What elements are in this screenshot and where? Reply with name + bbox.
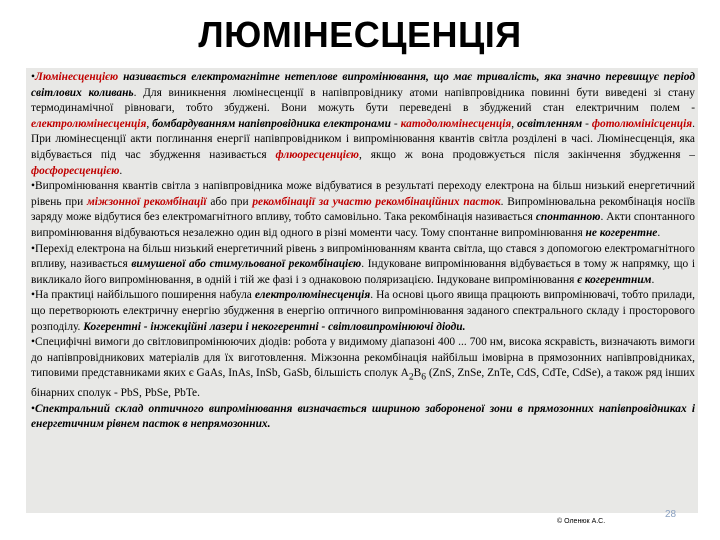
text: . [651,273,655,286]
term-electroluminescence: електролюмінесценція [31,117,147,130]
paragraph-spectral [31,402,695,433]
text: . Акти спонтанного випромінювання відбуваються незалежно один від одного в різні моменти часу. Тому спонтанне випромінювання [31,211,696,239]
subscript: 2 [408,372,414,383]
text: Перехід електрона на більш низький енергетичний рівень з випромінюванням кванта світла, що стався з допомогою електромагнітного впливу, називається [31,242,695,271]
term-coherent: є когерентним [577,273,652,286]
spectral-statement: Спектральний склад оптичного випромінювання визначається шириною забороненої зони в прямозонних напівпровідниках і енергетичним рівнем пасток в непрямозонних. [31,402,695,431]
term-incoherent: не когерентне [585,226,658,239]
paragraph-led-requirements [31,335,695,402]
emphasis: бомбардуванням напівпровідника електронами [152,117,391,130]
text: . [119,164,123,177]
text: (ZnS, ZnSe, ZnTe, CdS, CdTe, CdSe), а також ряд інших бінарних сполук - PbS, PbSe, PbTe. [31,367,696,400]
text: B [413,367,422,380]
text: - [390,117,401,130]
term-photoluminescence: фотолюмінісценція [591,117,693,130]
text: - [582,117,592,130]
subscript: 6 [421,372,426,383]
paragraph-stimulated [31,242,695,289]
paragraph-luminescence-definition [31,70,695,179]
copyright: © Оленюк А.С. [557,518,606,525]
term-electroluminescence: електролюмінесценція [254,289,371,302]
text: Випромінювання квантів світла з напівпровідника може відбуватися в результаті переходу електрона на більш низький енергетичний рівень при [31,180,695,208]
text: . [657,226,661,239]
text: , [146,117,153,130]
paragraph-recombination [31,179,695,241]
bullet: • [31,336,35,349]
definition-text: називається електромагнітне нетеплове випромінювання, що має тривалість, яка значно перевищує період світлових коливань [31,71,695,99]
bullet: • [31,402,35,415]
term-fluorescence: флюоресценцією [275,148,359,161]
text: . На основі цього явища працюють випромінювачі, тобто прилади, що перетворюють електричну енергію збудження в енергію оптичного випромінювання заданого спектрального складу і просторового розподілу. [31,289,695,333]
emphasis-lasers-diodes: Когерентні - інжекційні лазери і некогерентні - світловипромінюючі діоди. [83,320,466,333]
text: . Індуковане випромінювання відбувається в тому ж напрямку, що і викликало його випромінювання, в одній і тій же фазі і з однаковою поляризацією. Індуковане випромінювання [31,258,696,286]
bullet: • [31,71,35,83]
text: На практиці найбільшого поширення набула [35,289,255,302]
text: . Для виникнення люмінесценції в напівпровіднику атоми напівпровідника повинні бути виведені зі стану термодинамічної рівноваги, тобто збуджені. Вони можуть бути переведені в збуджений стан електричним полем - [31,86,695,115]
term-interband-recombination: міжзонної рекомбінації [86,195,207,208]
text: . Випромінювальна рекомбінація носіїв заряду може відбутися без електромагнітного впливу, тобто самовільно. Така рекомбінація називається [31,195,696,224]
emphasis: освітленням [517,117,583,130]
content-body [31,70,695,433]
bullet: • [31,180,35,193]
text: , якщо ж вона продовжується після закінчення збудження – [359,148,695,161]
page-number: 28 [665,509,677,520]
term-trap-recombination: рекомбінації за участю рекомбінаційних пасток [252,195,501,208]
term-cathodoluminescence: катодолюмінесценція [400,117,512,130]
term-phosphorescence: фосфоресценцією [31,164,120,177]
text: Специфічні вимоги до світловипромінюючих діодів: робота у видимому діапазоні 400 ... 700 нм, висока яскравість, визначають вимоги до напівпровідникових матеріалів для їх виготовлення. Міжзонна рекомбінація найбільш імовірна в прямозонних напівпровідниках, типовими представниками яких є GaAs, InAs, InSb, GaSb, більшість сполук A [31,336,695,380]
text: , [511,117,518,130]
term-stimulated-recombination: вимушеної або стимульованої рекомбінацією [131,258,362,271]
term-spontaneous: спонтанною [535,211,601,224]
text: . При люмінесценції акти поглинання енергії напівпровідником і випромінювання квантів світла розділені в часі. Люмінесценція, яка відбувається під час збудження називається [31,117,696,161]
bullet: • [31,242,35,255]
page-title: ЛЮМІНЕСЦЕНЦІЯ [198,14,522,55]
bullet: • [31,289,35,302]
term-luminescence: Люмінесценцією [35,71,119,83]
paragraph-practice [31,288,695,335]
text: або при [206,195,253,208]
